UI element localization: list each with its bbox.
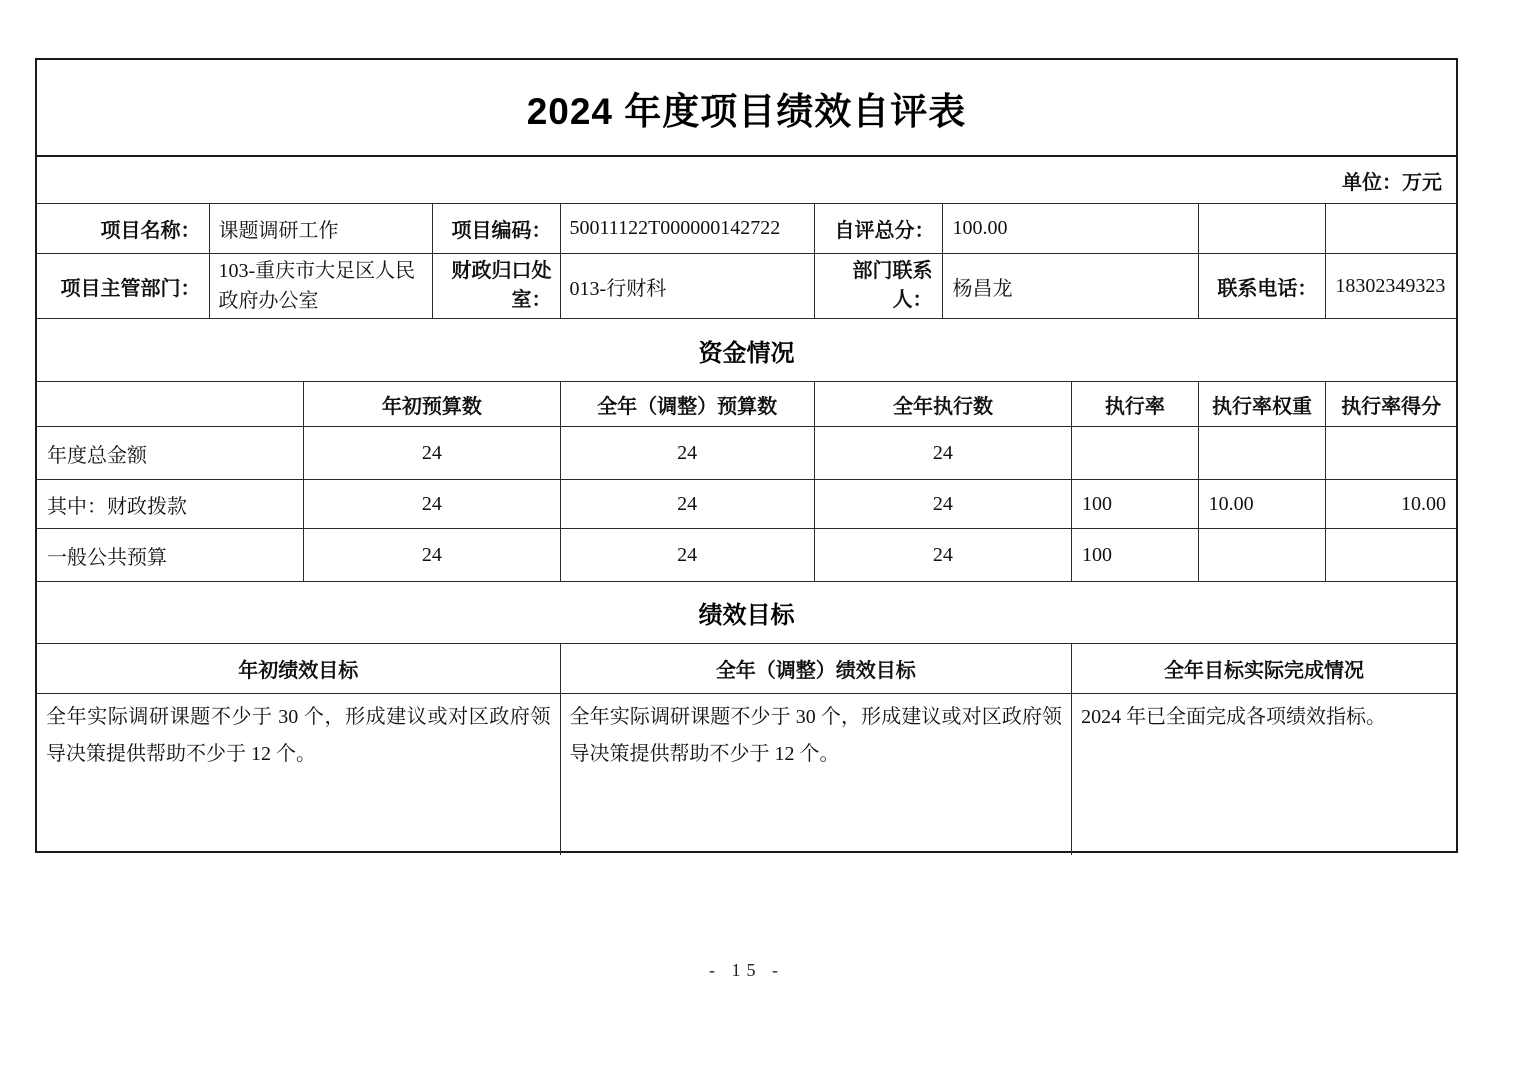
col-completion: 全年目标实际完成情况 (1164, 660, 1365, 682)
executed-value: 24 (815, 529, 1072, 581)
form-title: 2024 年度项目绩效自评表 (526, 90, 967, 132)
adjusted-budget-value: 24 (561, 427, 815, 479)
phone-value: 18302349323 (1335, 274, 1446, 297)
finance-office-label (433, 254, 561, 318)
performance-header-row (37, 644, 1456, 694)
rate-weight-value (1199, 427, 1327, 479)
adjusted-budget-value: 24 (561, 480, 815, 528)
funding-row-fiscal-appropriation (37, 480, 1456, 529)
col-rate-score: 执行率得分 (1341, 395, 1442, 418)
contact-label-text: 部门联系人： (852, 260, 933, 311)
finance-office-label-text: 财政归口处室： (451, 260, 552, 311)
executed-value: 24 (815, 427, 1072, 479)
unit-note: 单位：万元 (1342, 171, 1442, 194)
adjusted-budget-value: 24 (561, 529, 815, 581)
funding-row-label: 其中：财政拨款 (37, 480, 304, 528)
col-adjusted-budget: 全年（调整）预算数 (561, 382, 815, 426)
executed-value: 24 (815, 480, 1072, 528)
project-info-row-1 (37, 204, 1456, 254)
funding-row-label: 一般公共预算 (37, 529, 304, 581)
initial-goal-text: 全年实际调研课题不少于 30 个，形成建议或对区政府领导决策提供帮助不少于 12 个。 (37, 694, 561, 855)
col-execution-rate: 执行率 (1072, 382, 1199, 426)
col-executed: 全年执行数 (815, 382, 1072, 426)
funding-row-annual-total (37, 427, 1456, 480)
project-info-row-2 (37, 254, 1456, 319)
rate-weight-value (1199, 529, 1327, 581)
completion-text: 2024 年已全面完成各项绩效指标。 (1081, 706, 1387, 728)
col-initial-budget: 年初预算数 (304, 382, 560, 426)
rate-weight-value: 10.00 (1199, 480, 1327, 528)
empty-cell (1326, 204, 1456, 253)
project-name-label: 项目名称： (37, 204, 210, 253)
execution-rate-value: 100 (1072, 529, 1199, 581)
self-evaluation-form-table (35, 58, 1458, 853)
performance-section-title: 绩效目标 (698, 602, 795, 629)
rate-score-value (1326, 427, 1456, 479)
project-code-value: 50011122T000000142722 (561, 204, 815, 253)
title-row (37, 60, 1456, 157)
initial-budget-value: 24 (304, 480, 560, 528)
rate-score-value: 10.00 (1400, 492, 1446, 515)
initial-budget-value: 24 (304, 529, 560, 581)
page-number: - 15 - (709, 960, 784, 980)
empty-cell (1199, 204, 1327, 253)
finance-office-value: 013-行财科 (561, 254, 815, 318)
self-score-label: 自评总分： (815, 204, 944, 253)
execution-rate-value (1072, 427, 1199, 479)
project-name-value: 课题调研工作 (210, 204, 433, 253)
funding-header-row (37, 382, 1456, 427)
funding-section-title: 资金情况 (698, 339, 795, 367)
dept-value-text: 103-重庆市大足区人民政府办公室 (218, 260, 416, 312)
funding-row-label: 年度总金额 (37, 427, 304, 479)
funding-section-row (37, 319, 1456, 382)
col-initial-goal: 年初绩效目标 (37, 644, 561, 693)
phone-label: 联系电话： (1199, 254, 1327, 318)
contact-label (815, 254, 944, 318)
adjusted-goal-text: 全年实际调研课题不少于 30 个，形成建议或对区政府领导决策提供帮助不少于 12 个。 (561, 694, 1073, 855)
col-adjusted-goal: 全年（调整）绩效目标 (561, 644, 1073, 693)
empty-header-cell (37, 382, 304, 426)
col-rate-weight: 执行率权重 (1199, 382, 1327, 426)
dept-value (210, 254, 433, 318)
project-code-label: 项目编码： (433, 204, 561, 253)
contact-value: 杨昌龙 (943, 254, 1198, 318)
performance-section-row (37, 582, 1456, 644)
performance-body-row (37, 694, 1456, 855)
execution-rate-value: 100 (1072, 480, 1199, 528)
dept-label: 项目主管部门： (37, 254, 210, 318)
rate-score-value (1326, 529, 1456, 581)
self-score-value: 100.00 (943, 204, 1198, 253)
funding-row-general-public-budget (37, 529, 1456, 582)
unit-row (37, 157, 1456, 204)
initial-budget-value: 24 (304, 427, 560, 479)
